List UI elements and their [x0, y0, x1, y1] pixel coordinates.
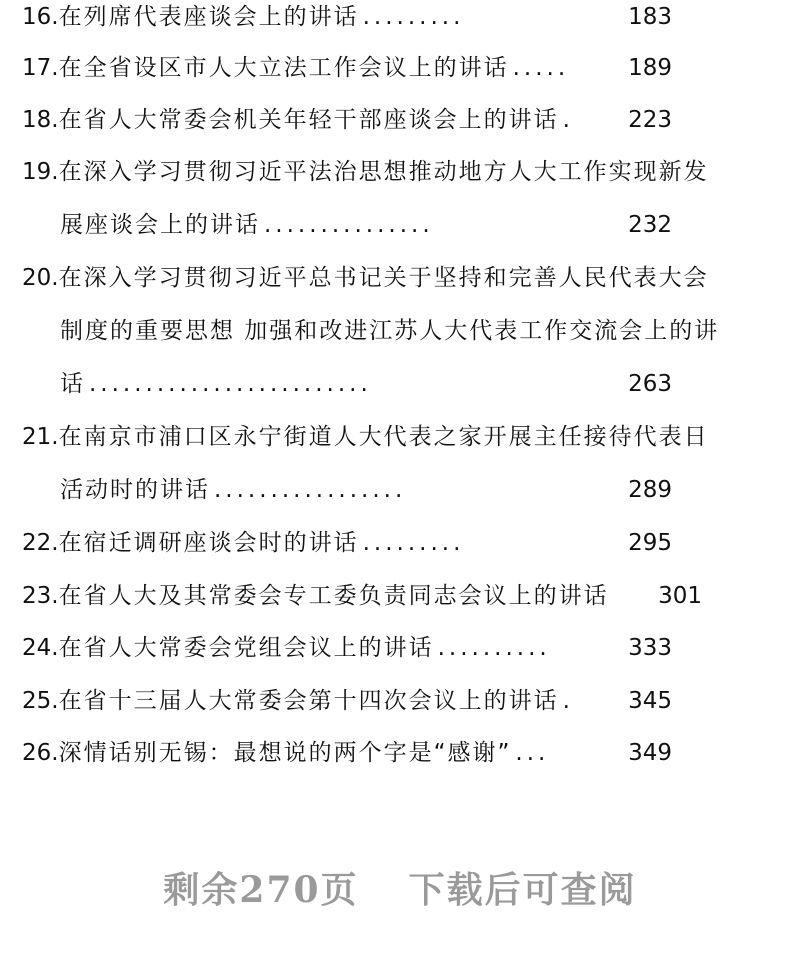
toc-entry-20[interactable]	[22, 261, 782, 295]
entry-title: 活动时的讲话	[60, 477, 210, 503]
toc-entry-20-line2[interactable]	[60, 314, 790, 348]
entry-title: 在深入学习贯彻习近平法治思想推动地方人大工作实现新发	[58, 159, 709, 185]
download-notice	[0, 862, 800, 913]
entry-title: 在深入学习贯彻习近平总书记关于坚持和完善人民代表大会	[58, 265, 709, 291]
entry-number: 25.	[22, 688, 59, 714]
entry-number: 16.	[22, 4, 59, 30]
entry-title: 展座谈会上的讲话	[60, 212, 260, 238]
entry-title: 在省人大及其常委会专工委负责同志会议上的讲话	[58, 583, 609, 609]
entry-leader: ...	[515, 740, 550, 766]
toc-entry-21[interactable]	[22, 420, 782, 454]
entry-leader: ..........	[437, 635, 551, 661]
entry-title: 在宿迁调研座谈会时的讲话	[58, 530, 359, 556]
entry-page: 189	[628, 55, 672, 81]
entry-page: 223	[628, 107, 672, 133]
entry-leader: .................	[214, 477, 407, 503]
toc-entry-19-continued[interactable]	[60, 208, 672, 242]
entry-page: 301	[658, 583, 702, 609]
entry-page: 349	[628, 740, 672, 766]
entry-leader: .	[562, 107, 574, 133]
entry-page: 232	[628, 212, 672, 238]
entry-number: 21.	[22, 424, 59, 450]
toc-entry-19[interactable]	[22, 155, 782, 189]
entry-leader: ...............	[264, 212, 434, 238]
entry-number: 19.	[22, 159, 59, 185]
entry-title: 在全省设区市人大立法工作会议上的讲话	[58, 55, 509, 81]
entry-title: 深情话别无锡：最想说的两个字是“感谢”	[58, 740, 512, 766]
toc-entry-23[interactable]	[22, 579, 702, 613]
toc-entry-16[interactable]	[22, 0, 672, 34]
entry-page: 263	[628, 371, 672, 397]
toc-entry-21-continued[interactable]	[60, 473, 672, 507]
toc-entry-20-line3[interactable]	[60, 367, 672, 401]
toc-entry-18[interactable]	[22, 103, 672, 137]
toc-entry-26[interactable]	[22, 736, 672, 770]
entry-number: 18.	[22, 107, 59, 133]
entry-page: 295	[628, 530, 672, 556]
entry-title: 在南京市浦口区永宁街道人大代表之家开展主任接待代表日	[58, 424, 709, 450]
entry-number: 17.	[22, 55, 59, 81]
entry-title: 话	[60, 371, 85, 397]
toc-entry-25[interactable]	[22, 684, 672, 718]
entry-number: 24.	[22, 635, 59, 661]
toc-entry-22[interactable]	[22, 526, 672, 560]
entry-title: 制度的重要思想 加强和改进江苏人大代表工作交流会上的讲	[60, 318, 720, 344]
entry-leader: .....	[512, 55, 570, 81]
toc-entry-24[interactable]	[22, 631, 672, 665]
entry-title: 在省十三届人大常委会第十四次会议上的讲话	[58, 688, 559, 714]
entry-page: 333	[628, 635, 672, 661]
toc-entry-17[interactable]	[22, 51, 672, 85]
download-hint-text: 下载后可查阅	[408, 869, 637, 911]
entry-number: 23.	[22, 583, 59, 609]
entry-page: 345	[628, 688, 672, 714]
entry-leader: .	[562, 688, 574, 714]
entry-number: 20.	[22, 265, 59, 291]
entry-page: 183	[628, 4, 672, 30]
entry-number: 26.	[22, 740, 59, 766]
entry-number: 22.	[22, 530, 59, 556]
entry-leader: .........................	[89, 371, 372, 397]
entry-leader: .........	[362, 4, 465, 30]
entry-title: 在列席代表座谈会上的讲话	[58, 4, 359, 30]
entry-title: 在省人大常委会机关年轻干部座谈会上的讲话	[58, 107, 559, 133]
entry-leader: .........	[362, 530, 465, 556]
entry-page: 289	[628, 477, 672, 503]
remaining-pages-text: 剩余270页	[163, 869, 359, 911]
entry-title: 在省人大常委会党组会议上的讲话	[58, 635, 434, 661]
